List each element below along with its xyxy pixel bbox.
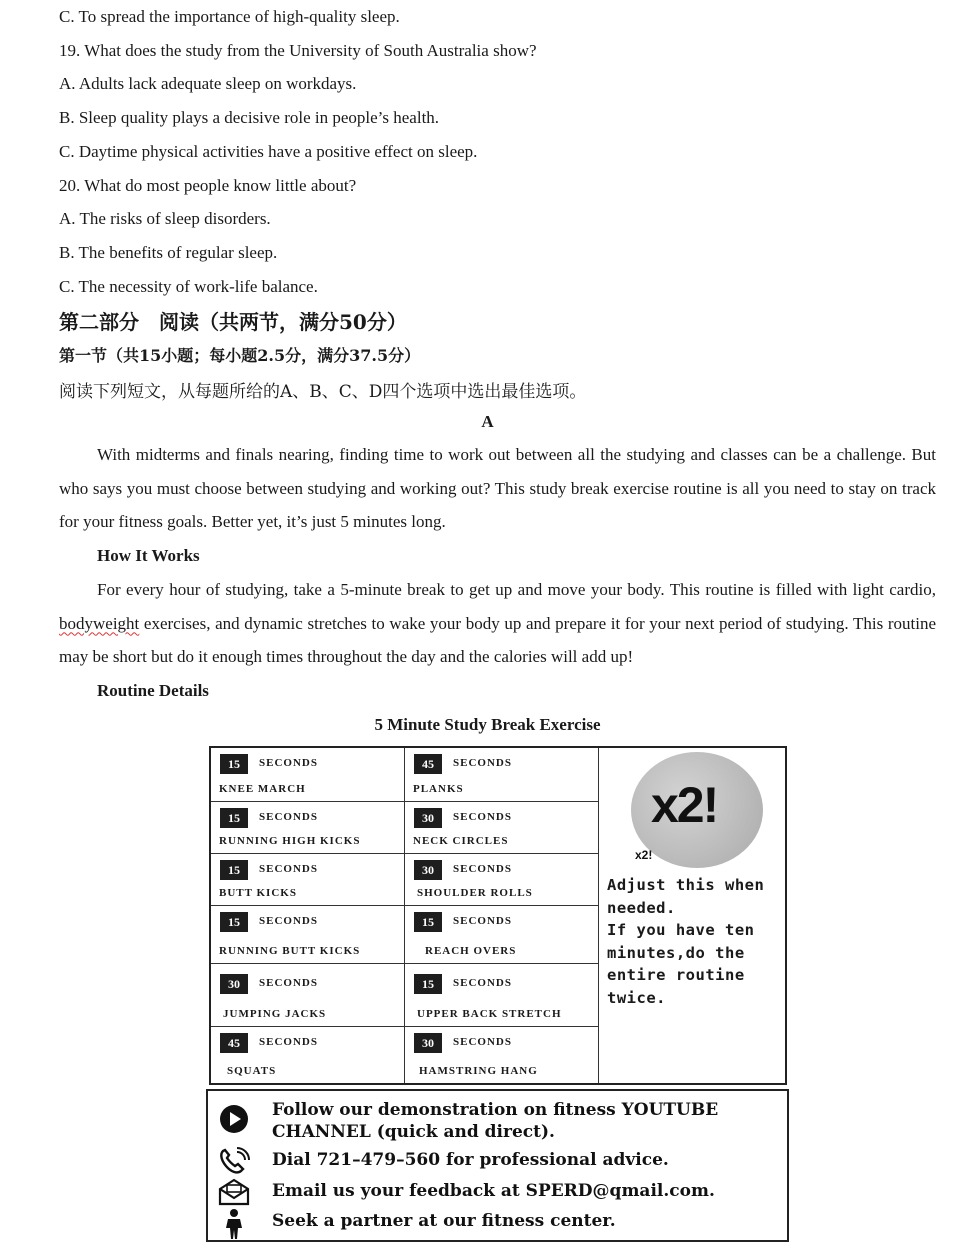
seconds-label: SECONDS bbox=[453, 811, 512, 823]
paragraph-2 bbox=[59, 573, 936, 674]
exercise-name: RUNNING HIGH KICKS bbox=[219, 835, 361, 847]
exercise-cell bbox=[211, 748, 405, 802]
x2-badge-text: x2! bbox=[651, 777, 718, 833]
contact-text: CHANNEL (quick and direct). bbox=[272, 1122, 555, 1142]
exercise-cell bbox=[211, 964, 405, 1027]
contact-box bbox=[206, 1089, 789, 1242]
x2-small-text: x2! bbox=[635, 848, 653, 862]
exercise-name: KNEE MARCH bbox=[219, 783, 306, 795]
seconds-badge: 15 bbox=[220, 912, 248, 932]
note-line: twice. bbox=[607, 988, 666, 1007]
instruction-text: 阅读下列短文，从每题所给的A、B、C、D四个选项中选出最佳选项。 bbox=[59, 382, 587, 402]
note-line: needed. bbox=[607, 898, 676, 917]
exercise-cell bbox=[405, 1027, 599, 1083]
exercise-cell bbox=[211, 1027, 405, 1083]
seconds-badge: 45 bbox=[414, 754, 442, 774]
seconds-badge: 15 bbox=[220, 754, 248, 774]
exercise-cell bbox=[405, 906, 599, 964]
seconds-badge: 30 bbox=[414, 1033, 442, 1053]
exercise-cell bbox=[405, 854, 599, 906]
seconds-badge: 45 bbox=[220, 1033, 248, 1053]
play-icon bbox=[216, 1104, 252, 1134]
question-line: B. The benefits of regular sleep. bbox=[59, 243, 278, 262]
question-line: C. To spread the importance of high-quality sleep. bbox=[59, 7, 400, 26]
seconds-label: SECONDS bbox=[453, 977, 512, 989]
paragraph-1: With midterms and finals nearing, finding time to work out between all the studying and classes can be a challenge. But who says you must choose between studying and working out? This study break exercise routine is all you need to stay on track for your fitness goals. Better yet, it’s just 5 minutes long. bbox=[59, 445, 936, 531]
spellcheck-word: bodyweight bbox=[59, 613, 140, 633]
exercise-cell bbox=[405, 748, 599, 802]
exercise-name: REACH OVERS bbox=[425, 945, 517, 957]
seconds-badge: 15 bbox=[414, 974, 442, 994]
seconds-label: SECONDS bbox=[259, 915, 318, 927]
seconds-badge: 30 bbox=[414, 808, 442, 828]
seconds-label: SECONDS bbox=[259, 863, 318, 875]
seconds-label: SECONDS bbox=[453, 1036, 512, 1048]
exercise-name: PLANKS bbox=[413, 783, 464, 795]
question-line: B. Sleep quality plays a decisive role in people’s health. bbox=[59, 108, 440, 127]
table-title: 5 Minute Study Break Exercise bbox=[374, 715, 601, 734]
exercise-cell bbox=[211, 802, 405, 854]
note-line: If you have ten bbox=[607, 921, 755, 939]
envelope-icon bbox=[216, 1177, 252, 1207]
exercise-cell bbox=[211, 854, 405, 906]
exercise-name: HAMSTRING HANG bbox=[419, 1065, 538, 1077]
question-line: A. Adults lack adequate sleep on workdays. bbox=[59, 74, 357, 93]
exercise-cell bbox=[405, 964, 599, 1027]
question-line: C. Daytime physical activities have a positive effect on sleep. bbox=[59, 142, 478, 161]
part-heading: 第二部分 阅读（共两节，满分50分） bbox=[59, 310, 407, 334]
routine-details-heading: Routine Details bbox=[97, 681, 209, 700]
seconds-badge: 15 bbox=[220, 808, 248, 828]
exercise-cell bbox=[211, 906, 405, 964]
contact-text: Seek a partner at our fitness center. bbox=[272, 1211, 616, 1231]
question-line: A. The risks of sleep disorders. bbox=[59, 209, 271, 228]
routine-note bbox=[607, 874, 783, 1009]
seconds-label: SECONDS bbox=[453, 757, 512, 769]
contact-text: Email us your feedback at SPERD@qmail.com. bbox=[272, 1181, 715, 1201]
seconds-label: SECONDS bbox=[259, 977, 318, 989]
question-line: 19. What does the study from the University of South Australia show? bbox=[59, 41, 537, 60]
exercise-table bbox=[209, 746, 787, 1085]
phone-icon bbox=[216, 1146, 252, 1176]
exercise-name: SHOULDER ROLLS bbox=[417, 887, 533, 899]
seconds-label: SECONDS bbox=[259, 757, 318, 769]
exercise-name: UPPER BACK STRETCH bbox=[417, 1008, 562, 1020]
seconds-label: SECONDS bbox=[259, 1036, 318, 1048]
note-line: Adjust this when bbox=[607, 876, 765, 894]
paragraph-2-text: exercises, and dynamic stretches to wake your body up and prepare it for your next period of studying. This routine may be short but do it enough times throughout the day and the calories will add up! bbox=[59, 613, 936, 666]
note-line: minutes,do the bbox=[607, 943, 745, 962]
seconds-label: SECONDS bbox=[453, 915, 512, 927]
paragraph-2-text: For every hour of studying, take a 5-minute break to get up and move your body. This routine is filled with light cardio, bbox=[97, 580, 936, 599]
section-heading: 第一节（共15小题；每小题2.5分，满分37.5分） bbox=[59, 346, 421, 365]
question-line: 20. What do most people know little about? bbox=[59, 176, 357, 195]
seconds-label: SECONDS bbox=[453, 863, 512, 875]
seconds-badge: 30 bbox=[220, 974, 248, 994]
seconds-badge: 15 bbox=[414, 912, 442, 932]
seconds-badge: 15 bbox=[220, 860, 248, 880]
person-icon bbox=[216, 1208, 252, 1240]
contact-text: Follow our demonstration on fitness YOUTUBE bbox=[272, 1100, 719, 1120]
exercise-name: JUMPING JACKS bbox=[223, 1008, 327, 1020]
exercise-name: BUTT KICKS bbox=[219, 887, 297, 899]
exercise-cell bbox=[405, 802, 599, 854]
note-line: entire routine bbox=[607, 966, 745, 984]
exercise-name: SQUATS bbox=[227, 1065, 277, 1077]
how-it-works-heading: How It Works bbox=[97, 546, 200, 565]
exercise-name: RUNNING BUTT KICKS bbox=[219, 945, 361, 957]
contact-text: Dial 721–479–560 for professional advice. bbox=[272, 1150, 669, 1170]
repeat-panel bbox=[599, 748, 785, 1083]
passage-label: A bbox=[481, 412, 494, 431]
question-line: C. The necessity of work-life balance. bbox=[59, 277, 318, 296]
exercise-name: NECK CIRCLES bbox=[413, 835, 509, 847]
seconds-badge: 30 bbox=[414, 860, 442, 880]
seconds-label: SECONDS bbox=[259, 811, 318, 823]
